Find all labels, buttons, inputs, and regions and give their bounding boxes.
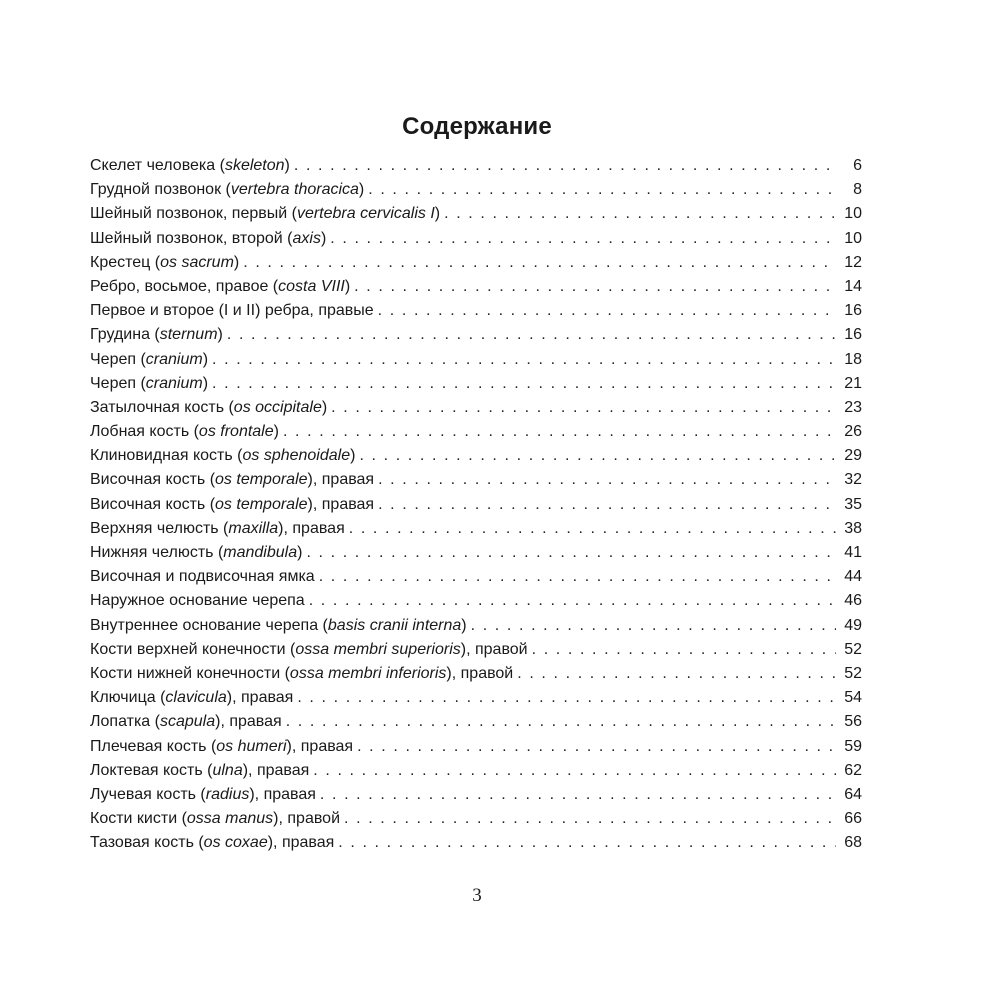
toc-entry-title <box>90 641 528 659</box>
toc-entry-title-suffix: ), правой <box>446 664 514 682</box>
dot-leader <box>368 181 836 199</box>
dot-leader <box>243 254 836 272</box>
dot-leader <box>283 423 836 441</box>
toc-entry-title-suffix: ) <box>202 374 209 392</box>
toc-entry-page-number: 64 <box>844 785 862 803</box>
toc-entry-latin-term: os sphenoidale <box>242 447 351 465</box>
toc-entry-page-number: 8 <box>853 181 862 199</box>
toc-entry-title-text: Первое и второе (I и II) ребра, правые <box>90 302 374 320</box>
dot-leader <box>444 205 836 223</box>
toc-entry-latin-term: os temporale <box>215 495 308 513</box>
toc-entry[interactable] <box>90 665 862 689</box>
dot-leader <box>330 230 836 248</box>
toc-entry-title-suffix: ), правая <box>267 834 335 852</box>
toc-entry-title-suffix: ), правая <box>226 689 294 707</box>
toc-entry-title-suffix: ) <box>350 447 356 465</box>
toc-entry-title <box>90 302 374 320</box>
toc-entry-latin-term: ulna <box>212 761 243 779</box>
toc-entry-title <box>90 230 326 248</box>
dot-leader <box>320 786 836 804</box>
toc-entry-title <box>90 423 279 441</box>
toc-entry-title-suffix: ) <box>358 181 365 199</box>
toc-entry-latin-term: maxilla <box>228 519 279 537</box>
toc-entry-page-number: 52 <box>844 664 862 682</box>
dot-leader <box>294 157 836 175</box>
toc-entry-latin-term: cranium <box>145 350 203 368</box>
toc-entry-title <box>90 351 208 369</box>
toc-entry-title <box>90 689 293 707</box>
toc-entry[interactable] <box>90 544 862 568</box>
toc-entry-title-text: Височная кость ( <box>90 471 216 489</box>
toc-entry-page-number: 26 <box>844 423 862 441</box>
toc-entry[interactable] <box>90 592 862 616</box>
toc-entry-title-text: Ребро, восьмое, правое ( <box>90 277 279 295</box>
toc-entry-latin-term: ossa membri superioris <box>295 640 461 658</box>
toc-entry-title-text: Локтевая кость ( <box>90 761 213 779</box>
toc-entry-title <box>90 326 223 344</box>
toc-entry-page-number: 18 <box>844 350 862 368</box>
toc-entry-page-number: 56 <box>844 713 862 731</box>
toc-entry-latin-term: costa VIII <box>278 277 345 295</box>
toc-entry-page-number: 54 <box>844 689 862 707</box>
dot-leader <box>309 592 836 610</box>
dot-leader <box>319 568 836 586</box>
toc-entry-title-suffix: ) <box>284 157 290 174</box>
toc-entry-title-suffix: ), правая <box>278 519 345 537</box>
toc-entry-page-number: 23 <box>844 398 862 416</box>
toc-entry-latin-term: cranium <box>145 374 203 392</box>
page-title: Содержание <box>402 113 552 140</box>
toc-entry-page-number: 38 <box>844 519 862 537</box>
toc-entry-title <box>90 592 305 610</box>
toc-entry[interactable] <box>90 230 862 254</box>
toc-entry-page-number: 41 <box>844 544 862 561</box>
dot-leader <box>378 471 836 489</box>
dot-leader <box>286 713 836 731</box>
toc-entry-page-number: 10 <box>844 205 862 223</box>
toc-entry-title <box>90 157 290 175</box>
toc-entry-title <box>90 278 350 296</box>
toc-entry-page-number: 44 <box>844 568 862 586</box>
toc-entry-title-text: Наружное основание черепа <box>90 592 305 610</box>
toc-entry-page-number: 12 <box>844 253 862 271</box>
toc-entry-page-number: 46 <box>844 592 862 610</box>
toc-entry-latin-term: radius <box>205 785 250 803</box>
toc-entry[interactable] <box>90 471 862 495</box>
toc-entry[interactable] <box>90 641 862 665</box>
toc-entry-page-number: 62 <box>844 761 862 779</box>
toc-entry-title-suffix: ), правая <box>307 495 375 513</box>
toc-entry-title <box>90 810 340 828</box>
toc-entry-latin-term: basis cranii interna <box>327 616 462 634</box>
toc-entry-title-text: Грудина ( <box>90 326 160 344</box>
toc-entry-page-number: 21 <box>844 374 862 392</box>
toc-entry-latin-term: os coxae <box>203 834 268 852</box>
dot-leader <box>471 617 836 635</box>
toc-entry-latin-term: scapula <box>159 713 216 731</box>
toc-entry-latin-term: os humeri <box>216 737 287 755</box>
toc-entry[interactable] <box>90 447 862 471</box>
toc-entry-page-number: 16 <box>844 302 862 320</box>
toc-entry-latin-term: ossa manus <box>186 810 274 828</box>
toc-entry-title-text: Верхняя челюсть ( <box>90 519 229 537</box>
toc-entry-title-suffix: ) <box>320 229 327 247</box>
toc-entry-latin-term: axis <box>292 229 321 247</box>
toc-entry-title-suffix: ) <box>202 350 209 368</box>
toc-entry[interactable] <box>90 496 862 520</box>
toc-entry-latin-term: skeleton <box>224 157 285 174</box>
toc-entry-latin-term: clavicula <box>165 689 227 707</box>
toc-entry-title-text: Нижняя челюсть ( <box>90 544 224 561</box>
toc-entry[interactable] <box>90 351 862 375</box>
toc-entry-title <box>90 471 374 489</box>
toc-entry-page-number: 35 <box>844 495 862 513</box>
dot-leader <box>227 326 836 344</box>
toc-entry[interactable] <box>90 302 862 326</box>
toc-entry-title <box>90 254 239 272</box>
toc-entry[interactable] <box>90 762 862 786</box>
toc-entry-title-text: Внутреннее основание черепа ( <box>90 616 328 634</box>
toc-entry[interactable] <box>90 834 862 858</box>
toc-entry-title <box>90 713 282 731</box>
toc-entry-title <box>90 786 316 804</box>
toc-entry[interactable] <box>90 568 862 592</box>
toc-entry-latin-term: os sacrum <box>160 253 234 271</box>
dot-leader <box>306 544 836 562</box>
toc-entry[interactable] <box>90 157 862 181</box>
toc-entry-title-text: Лобная кость ( <box>90 423 199 441</box>
toc-entry-latin-term: os temporale <box>215 471 308 489</box>
toc-entry-title-suffix: ), правая <box>307 471 375 489</box>
toc-entry-page-number: 16 <box>844 326 862 344</box>
toc-entry-title-suffix: ), правой <box>273 810 341 828</box>
toc-entry-title-text: Клиновидная кость ( <box>90 447 243 465</box>
toc-entry[interactable] <box>90 278 862 302</box>
dot-leader <box>378 496 836 514</box>
dot-leader <box>212 375 836 393</box>
toc-entry-title-suffix: ) <box>321 398 328 416</box>
toc-entry-page-number: 32 <box>844 471 862 489</box>
toc-entry-page-number: 59 <box>844 737 862 755</box>
toc-entry[interactable] <box>90 810 862 834</box>
toc-entry-title <box>90 496 374 514</box>
toc-entry-title-text: Череп ( <box>90 350 146 368</box>
toc-entry-title-suffix: ), правая <box>215 713 282 731</box>
toc-entry[interactable] <box>90 326 862 350</box>
toc-entry-title <box>90 762 309 780</box>
dot-leader <box>313 762 836 780</box>
toc-entry-page-number: 49 <box>844 616 862 634</box>
dot-leader <box>357 738 836 756</box>
toc-entry[interactable] <box>90 713 862 737</box>
toc-entry-page-number: 68 <box>844 834 862 852</box>
table-of-contents <box>90 157 862 858</box>
toc-entry-title-text: Лопатка ( <box>90 713 160 731</box>
toc-entry[interactable] <box>90 689 862 713</box>
toc-entry-title <box>90 568 315 586</box>
toc-entry-page-number: 14 <box>844 277 862 295</box>
toc-entry-title-text: Грудной позвонок ( <box>90 181 231 199</box>
toc-entry-title <box>90 520 345 538</box>
toc-entry-title-suffix: ), правая <box>242 761 310 779</box>
dot-leader <box>359 447 836 465</box>
dot-leader <box>349 520 836 538</box>
toc-entry[interactable] <box>90 738 862 762</box>
toc-entry-page-number: 52 <box>844 640 862 658</box>
toc-entry[interactable] <box>90 399 862 423</box>
toc-entry-page-number: 66 <box>844 810 862 828</box>
toc-entry-page-number: 10 <box>844 229 862 247</box>
toc-entry-title-text: Плечевая кость ( <box>90 737 217 755</box>
toc-entry-title-text: Височная и подвисочная ямка <box>90 568 315 586</box>
dot-leader <box>331 399 836 417</box>
toc-entry-title-text: Кости верхней конечности ( <box>90 640 296 658</box>
toc-entry-title-suffix: ) <box>344 277 351 295</box>
toc-entry-title <box>90 834 334 852</box>
dot-leader <box>532 641 836 659</box>
toc-entry-title <box>90 447 355 465</box>
dot-leader <box>344 810 836 828</box>
toc-entry[interactable] <box>90 520 862 544</box>
toc-entry-title-text: Череп ( <box>90 374 146 392</box>
toc-entry-title-text: Шейный позвонок, второй ( <box>90 229 293 247</box>
toc-entry-page-number: 29 <box>844 447 862 465</box>
dot-leader <box>517 665 836 683</box>
toc-entry-title-suffix: ), правой <box>460 640 528 658</box>
toc-entry-title-text: Кости нижней конечности ( <box>90 664 290 682</box>
toc-entry-title-text: Затылочная кость ( <box>90 398 234 416</box>
toc-entry[interactable] <box>90 375 862 399</box>
toc-entry-title-suffix: ) <box>273 423 279 441</box>
toc-entry-title <box>90 665 513 683</box>
toc-entry-title <box>90 544 302 562</box>
toc-entry-title-text: Шейный позвонок, первый ( <box>90 205 297 223</box>
toc-entry-title-text: Тазовая кость ( <box>90 834 204 852</box>
toc-entry-latin-term: ossa membri inferioris <box>289 664 447 682</box>
toc-entry-latin-term: vertebra cervicalis I <box>296 205 435 223</box>
toc-entry-title <box>90 738 353 756</box>
toc-entry-latin-term: sternum <box>159 326 218 344</box>
toc-entry-title-suffix: ) <box>217 326 223 344</box>
toc-entry-title-suffix: ), правая <box>249 785 316 803</box>
toc-entry-latin-term: os occipitale <box>233 398 322 416</box>
toc-entry-latin-term: vertebra thoracica <box>230 181 359 199</box>
toc-entry-title <box>90 205 440 223</box>
toc-entry[interactable] <box>90 423 862 447</box>
toc-entry-title <box>90 181 364 199</box>
toc-entry-title-suffix: ) <box>297 544 303 561</box>
dot-leader <box>378 302 836 320</box>
toc-entry-latin-term: mandibula <box>223 544 298 561</box>
toc-entry[interactable] <box>90 786 862 810</box>
toc-entry-title-suffix: ) <box>434 205 441 223</box>
toc-entry-title-suffix: ) <box>233 253 240 271</box>
toc-entry[interactable] <box>90 254 862 278</box>
toc-entry-title-text: Ключица ( <box>90 689 166 707</box>
toc-entry-title-text: Скелет человека ( <box>90 157 225 174</box>
toc-entry-title-suffix: ) <box>461 616 467 634</box>
dot-leader <box>354 278 836 296</box>
toc-entry-title-text: Кости кисти ( <box>90 810 187 828</box>
toc-entry-title-text: Височная кость ( <box>90 495 216 513</box>
toc-entry-title-text: Лучевая кость ( <box>90 785 206 803</box>
toc-entry-title <box>90 399 327 417</box>
toc-entry[interactable] <box>90 205 862 229</box>
page-number: 3 <box>472 885 482 906</box>
dot-leader <box>297 689 836 707</box>
toc-entry-title <box>90 617 467 635</box>
toc-entry-latin-term: os frontale <box>198 423 274 441</box>
toc-entry[interactable] <box>90 181 862 205</box>
toc-entry-title-text: Крестец ( <box>90 253 161 271</box>
toc-entry[interactable] <box>90 617 862 641</box>
dot-leader <box>212 351 836 369</box>
toc-entry-page-number: 6 <box>853 157 862 174</box>
toc-entry-title-suffix: ), правая <box>286 737 354 755</box>
dot-leader <box>338 834 836 852</box>
toc-entry-title <box>90 375 208 393</box>
